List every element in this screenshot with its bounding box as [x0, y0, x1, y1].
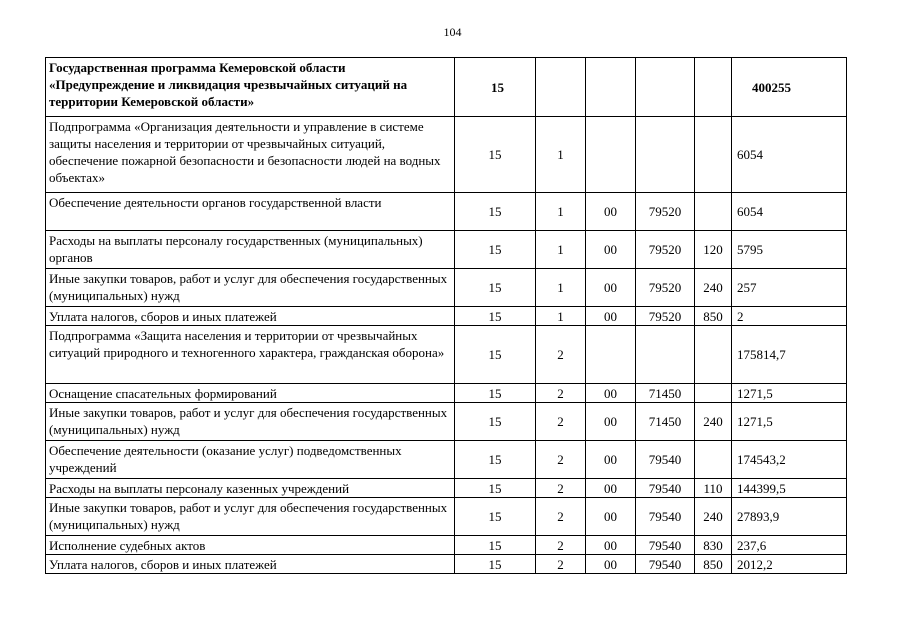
subprogram-code-cell: 2: [536, 555, 586, 574]
ministry-code-cell: 15: [455, 498, 536, 536]
row-name-cell: Расходы на выплаты персоналу государственных (муниципальных) органов: [46, 231, 455, 269]
target-code-cell: 79540: [636, 498, 695, 536]
section-code-cell: 00: [586, 536, 636, 555]
expense-type-cell: [695, 117, 732, 193]
expense-type-cell: [695, 193, 732, 231]
expense-type-cell: 240: [695, 403, 732, 441]
ministry-code-cell: 15: [455, 441, 536, 479]
subprogram-code-cell: 1: [536, 231, 586, 269]
ministry-code-cell: 15: [455, 403, 536, 441]
target-code-cell: [636, 326, 695, 384]
target-code-cell: [636, 117, 695, 193]
section-code-cell: [586, 326, 636, 384]
table-row: [46, 403, 847, 441]
section-code-cell: [586, 58, 636, 117]
row-name-cell: Обеспечение деятельности (оказание услуг) подведомственных учреждений: [46, 441, 455, 479]
expense-type-cell: [695, 441, 732, 479]
subprogram-code-cell: 2: [536, 403, 586, 441]
section-code-cell: 00: [586, 403, 636, 441]
section-code-cell: 00: [586, 384, 636, 403]
amount-cell: 175814,7: [732, 326, 847, 384]
ministry-code-cell: 15: [455, 269, 536, 307]
table-body: [46, 58, 847, 574]
section-code-cell: 00: [586, 307, 636, 326]
table-row: [46, 555, 847, 574]
ministry-code-cell: 15: [455, 231, 536, 269]
ministry-code-cell: 15: [455, 58, 536, 117]
table-row: [46, 193, 847, 231]
ministry-code-cell: 15: [455, 536, 536, 555]
ministry-code-cell: 15: [455, 555, 536, 574]
expense-type-cell: [695, 384, 732, 403]
subprogram-code-cell: 2: [536, 479, 586, 498]
table-row: [46, 326, 847, 384]
subprogram-code-cell: 1: [536, 269, 586, 307]
amount-cell: 257: [732, 269, 847, 307]
expense-type-cell: [695, 58, 732, 117]
target-code-cell: 79520: [636, 193, 695, 231]
expense-type-cell: 830: [695, 536, 732, 555]
amount-cell: 1271,5: [732, 384, 847, 403]
budget-table: [45, 57, 847, 574]
expense-type-cell: 240: [695, 498, 732, 536]
amount-cell: 5795: [732, 231, 847, 269]
subprogram-code-cell: 2: [536, 384, 586, 403]
expense-type-cell: 120: [695, 231, 732, 269]
row-name-cell: Расходы на выплаты персоналу казенных учреждений: [46, 479, 455, 498]
subprogram-code-cell: 2: [536, 498, 586, 536]
table-row: [46, 117, 847, 193]
section-code-cell: 00: [586, 269, 636, 307]
row-name-cell: Государственная программа Кемеровской области «Предупреждение и ликвидация чрезвычайных ситуаций на территории Кемеровской области»: [46, 58, 455, 117]
amount-cell: 144399,5: [732, 479, 847, 498]
row-name-cell: Исполнение судебных актов: [46, 536, 455, 555]
subprogram-code-cell: 2: [536, 536, 586, 555]
subprogram-code-cell: 1: [536, 307, 586, 326]
target-code-cell: 79540: [636, 441, 695, 479]
table-row: [46, 536, 847, 555]
ministry-code-cell: 15: [455, 326, 536, 384]
subprogram-code-cell: 2: [536, 326, 586, 384]
amount-cell: 27893,9: [732, 498, 847, 536]
subprogram-code-cell: 1: [536, 117, 586, 193]
expense-type-cell: 850: [695, 555, 732, 574]
subprogram-code-cell: [536, 58, 586, 117]
subprogram-code-cell: 1: [536, 193, 586, 231]
expense-type-cell: 240: [695, 269, 732, 307]
amount-cell: 1271,5: [732, 403, 847, 441]
amount-cell: 174543,2: [732, 441, 847, 479]
section-code-cell: 00: [586, 231, 636, 269]
target-code-cell: 79540: [636, 479, 695, 498]
target-code-cell: 79520: [636, 231, 695, 269]
target-code-cell: 79540: [636, 555, 695, 574]
amount-cell: 6054: [732, 117, 847, 193]
amount-cell: 6054: [732, 193, 847, 231]
row-name-cell: Оснащение спасательных формирований: [46, 384, 455, 403]
page-number: 104: [443, 25, 462, 39]
row-name-cell: Обеспечение деятельности органов государственной власти: [46, 193, 455, 231]
table-row: [46, 269, 847, 307]
section-code-cell: 00: [586, 555, 636, 574]
table-row: [46, 231, 847, 269]
row-name-cell: Подпрограмма «Защита населения и территории от чрезвычайных ситуаций природного и техногенного характера, гражданская оборона»: [46, 326, 455, 384]
ministry-code-cell: 15: [455, 479, 536, 498]
table-row: [46, 441, 847, 479]
amount-cell: 400255: [732, 58, 847, 117]
expense-type-cell: [695, 326, 732, 384]
row-name-cell: Иные закупки товаров, работ и услуг для обеспечения государственных (муниципальных) нужд: [46, 498, 455, 536]
section-code-cell: 00: [586, 441, 636, 479]
expense-type-cell: 110: [695, 479, 732, 498]
target-code-cell: 71450: [636, 384, 695, 403]
table-row: [46, 307, 847, 326]
section-code-cell: 00: [586, 498, 636, 536]
target-code-cell: 71450: [636, 403, 695, 441]
table-row: [46, 479, 847, 498]
target-code-cell: [636, 58, 695, 117]
table-row: [46, 498, 847, 536]
row-name-cell: Иные закупки товаров, работ и услуг для обеспечения государственных (муниципальных) нужд: [46, 403, 455, 441]
ministry-code-cell: 15: [455, 193, 536, 231]
row-name-cell: Подпрограмма «Организация деятельности и управление в системе защиты населения и территории от чрезвычайных ситуаций, обеспечение пожарной безопасности и безопасности людей на водных объектах»: [46, 117, 455, 193]
section-code-cell: [586, 117, 636, 193]
target-code-cell: 79520: [636, 269, 695, 307]
section-code-cell: 00: [586, 193, 636, 231]
table-row: [46, 384, 847, 403]
section-code-cell: 00: [586, 479, 636, 498]
target-code-cell: 79540: [636, 536, 695, 555]
target-code-cell: 79520: [636, 307, 695, 326]
amount-cell: 237,6: [732, 536, 847, 555]
row-name-cell: Иные закупки товаров, работ и услуг для обеспечения государственных (муниципальных) нужд: [46, 269, 455, 307]
amount-cell: 2: [732, 307, 847, 326]
expense-type-cell: 850: [695, 307, 732, 326]
row-name-cell: Уплата налогов, сборов и иных платежей: [46, 555, 455, 574]
amount-cell: 2012,2: [732, 555, 847, 574]
table-row: [46, 58, 847, 117]
row-name-cell: Уплата налогов, сборов и иных платежей: [46, 307, 455, 326]
subprogram-code-cell: 2: [536, 441, 586, 479]
ministry-code-cell: 15: [455, 307, 536, 326]
ministry-code-cell: 15: [455, 117, 536, 193]
ministry-code-cell: 15: [455, 384, 536, 403]
